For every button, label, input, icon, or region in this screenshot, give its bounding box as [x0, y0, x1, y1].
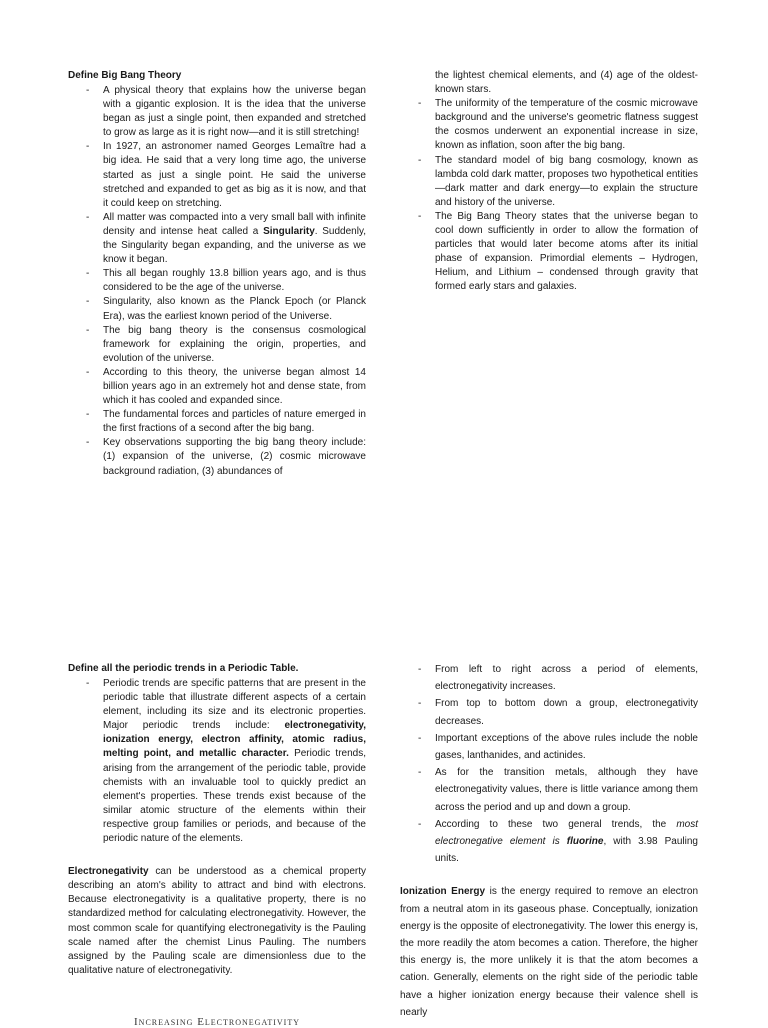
- list-item: - In 1927, an astronomer named Georges Lemaître had a big idea. He said that a very long time ago, the universe started as just a single point. He said the universe stretched and expanded to get as big as it is now, and that it could keep on stretching.: [68, 140, 366, 210]
- item-text: . Suddenly, the Singularity began expanding, and the universe as we know it began.: [103, 225, 366, 266]
- big-bang-heading: Define Big Bang Theory: [68, 70, 182, 81]
- list-item: - The uniformity of the temperature of the cosmic microwave background and the universe's geometric flatness suggest the cosmos underwent an exponential increase in size, known as inflation, soon after the big bang.: [400, 97, 698, 153]
- list-item: - From top to bottom down a group, electronegativity decreases.: [400, 695, 698, 729]
- paragraph-text: can be understood as a chemical property describing an atom's ability to attract and bind with electrons. Because electronegativity is a qualitative property, there is no standardized method for calculating electronegativity. However, the most common scale for quantifying electronegativity is the Pauling scale named after the chemist Linus Pauling. The numbers assigned by the Pauling scale are dimensionless due to the qualitative nature of electronegativity.: [68, 866, 366, 976]
- list-item: - This all began roughly 13.8 billion years ago, and is thus considered to be the age of the universe.: [68, 267, 366, 295]
- list-item: [68, 211, 366, 267]
- item-italic: most electronegative element is: [435, 818, 698, 848]
- list-item: [68, 677, 366, 846]
- ionization-term: Ionization Energy: [400, 886, 486, 898]
- periodic-heading: Define all the periodic trends in a Periodic Table.: [68, 663, 299, 674]
- list-item: [400, 816, 698, 868]
- list-item: - The big bang theory is the consensus cosmological framework for explaining the origin, properties, and evolution of the universe.: [68, 324, 366, 366]
- big-bang-right-column: [400, 69, 698, 295]
- list-item: - Key observations supporting the big bang theory include: (1) expansion of the universe, (2) cosmic microwave background radiation, (3) abundances of: [68, 436, 366, 478]
- item-text: All matter was compacted into a very small ball with infinite density and intense heat called a: [103, 211, 366, 237]
- list-item: - According to this theory, the universe began almost 14 billion years ago in an extremely hot and dense state, from which it has cooled and expanded since.: [68, 366, 366, 408]
- periodic-intro-list: [68, 677, 366, 846]
- periodic-left-column: [68, 662, 366, 978]
- list-item: - From left to right across a period of elements, electronegativity increases.: [400, 661, 698, 695]
- trend-list-bold: electronegativity, ionization energy, electron affinity, atomic radius, melting point, and metallic character.: [103, 720, 366, 760]
- list-item: - Singularity, also known as the Planck Epoch (or Planck Era), was the earliest known period of the Universe.: [68, 295, 366, 323]
- electronegativity-term: Electronegativity: [68, 866, 149, 878]
- fluorine-term: fluorine: [566, 836, 604, 848]
- list-item: - The Big Bang Theory states that the universe began to cool down sufficiently in order to allow the formation of particles that would later become atoms after its initial phase of expansion. Primordial elements – Hydrogen, Helium, and Lithium – condensed through gravity that formed early stars and galaxies.: [400, 210, 698, 295]
- item-text: , with 3.98 Pauling units.: [435, 836, 698, 865]
- item-text: According to these two general trends, the: [435, 818, 677, 830]
- list-item: - Important exceptions of the above rules include the noble gases, lanthanides, and actinides.: [400, 730, 698, 764]
- list-item-continuation: the lightest chemical elements, and (4) age of the oldest-known stars.: [435, 70, 698, 96]
- list-item: - A physical theory that explains how the universe began with a gigantic explosion. It is the idea that the universe began as just a single point, then expanded and stretched to grow as large as it is right now—and it is still stretching!: [68, 84, 366, 140]
- electronegativity-paragraph: [68, 865, 366, 978]
- list-item: - The standard model of big bang cosmology, known as lambda cold dark matter, proposes two hypothetical entities—dark matter and dark energy—to explain the structure and history of the universe.: [400, 154, 698, 210]
- list-item: - The fundamental forces and particles of nature emerged in the first fractions of a second after the big bang.: [68, 408, 366, 436]
- big-bang-left-column: [68, 69, 366, 479]
- paragraph-text: is the energy required to remove an electron from a neutral atom in its gaseous phase. Conceptually, ionization energy is the opposite of electronegativity. The lower this energy is, the more readily the atom becomes a cation. Therefore, the higher this energy is, the more unlikely it is that the atom becomes a cation. Generally, elements on the right side of the periodic table have a higher ionization energy because their valence shell is nearly: [400, 886, 699, 1018]
- list-item: - As for the transition metals, although they have electronegativity values, there is little variance among them across the period and up and down a group.: [400, 764, 698, 816]
- periodic-right-column: [400, 661, 698, 1021]
- ionization-paragraph: [400, 883, 698, 1021]
- figure-caption-cut: Increasing Electronegativity: [134, 1016, 301, 1028]
- big-bang-list-continued: [400, 69, 698, 295]
- item-text: Periodic trends, arising from the arrangement of the periodic table, provide chemists with an invaluable tool to quickly predict an element's properties. These trends exist because of the similar atomic structure of the elements within their respective group families or periods, and because of the periodic nature of the elements.: [103, 748, 366, 845]
- electronegativity-trends-list: [400, 661, 698, 867]
- singularity-term: Singularity: [263, 225, 315, 237]
- big-bang-list: [68, 84, 366, 479]
- item-text: Periodic trends are specific patterns that are present in the periodic table that illustrate different aspects of a certain element, including its size and its electronic properties. Major periodic trends include:: [103, 678, 366, 732]
